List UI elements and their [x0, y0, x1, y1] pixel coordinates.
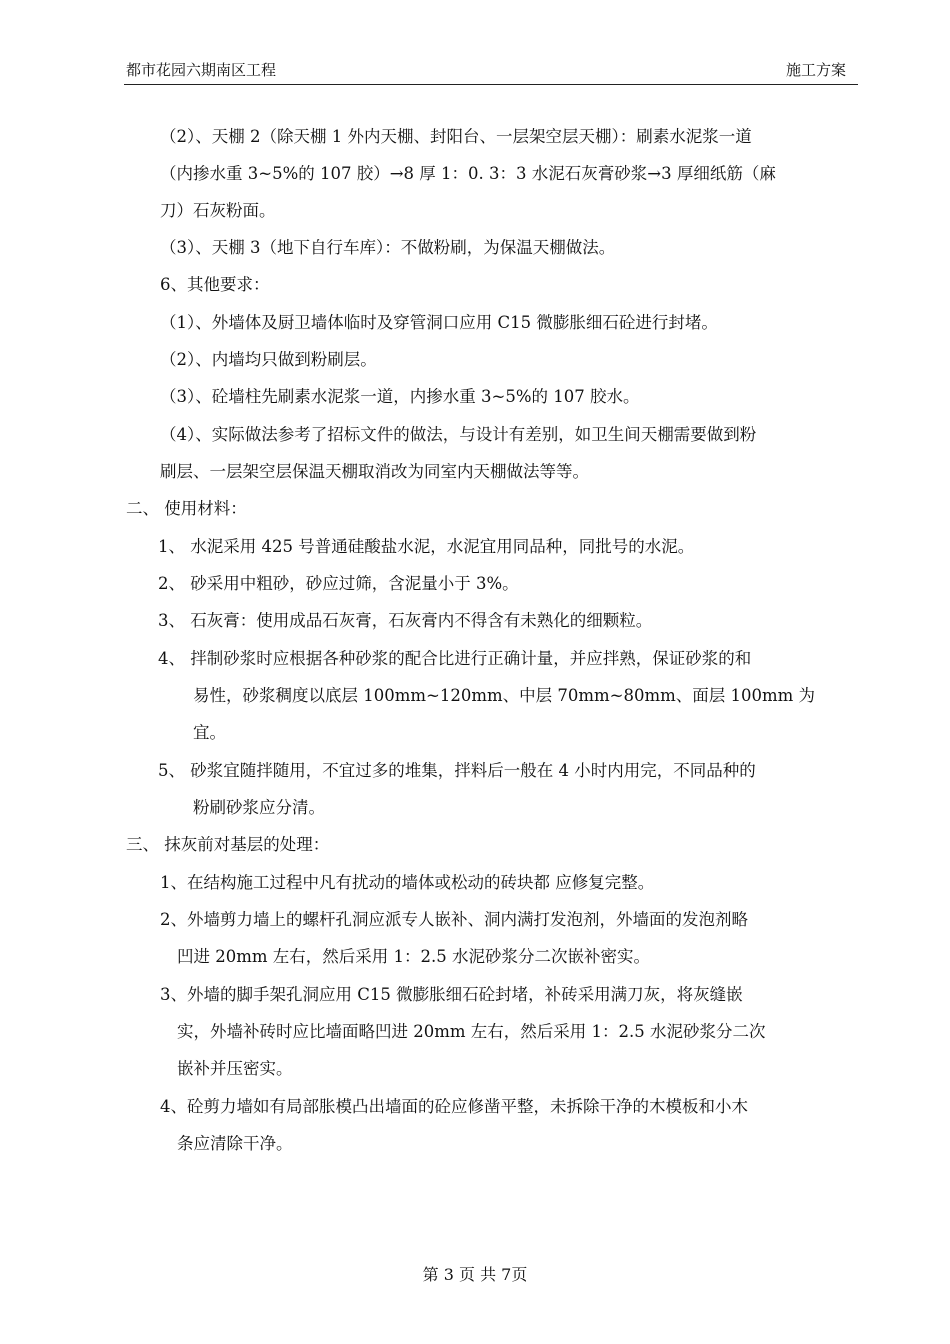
body-line: 2、外墙剪力墙上的螺杆孔洞应派专人嵌补、洞内满打发泡剂，外墙面的发泡剂略 [160, 910, 748, 929]
body-line: （2）、天棚 2（除天棚 1 外内天棚、封阳台、一层架空层天棚）：刷素水泥浆一道 [160, 127, 752, 146]
body-line: （3）、砼墙柱先刷素水泥浆一道，内掺水重 3~5%的 107 胶水。 [160, 387, 640, 406]
page-header [124, 58, 858, 85]
body-line: 易性，砂浆稠度以底层 100mm~120mm、中层 70mm~80mm、面层 100mm 为 [193, 686, 816, 705]
body-line: 5、 砂浆宜随拌随用，不宜过多的堆集，拌料后一般在 4 小时内用完，不同品种的 [158, 761, 756, 780]
body-line: 宜。 [193, 723, 226, 742]
body-line: 条应清除干净。 [177, 1134, 293, 1153]
body-line: 4、 拌制砂浆时应根据各种砂浆的配合比进行正确计量，并应拌熟，保证砂浆的和 [158, 649, 752, 668]
body-line: （2）、内墙均只做到粉刷层。 [160, 350, 377, 369]
header-project-name: 都市花园六期南区工程 [126, 61, 277, 79]
body-line: 1、在结构施工过程中凡有扰动的墙体或松动的砖块都 应修复完整。 [160, 873, 655, 892]
body-line: 实，外墙补砖时应比墙面略凹进 20mm 左右，然后采用 1：2.5 水泥砂浆分二次 [177, 1022, 766, 1041]
body-line: 凹进 20mm 左右，然后采用 1：2.5 水泥砂浆分二次嵌补密实。 [177, 947, 651, 966]
body-line: 3、 石灰膏：使用成品石灰膏，石灰膏内不得含有未熟化的细颗粒。 [158, 611, 653, 630]
page-footer [0, 1264, 950, 1286]
header-doc-type: 施工方案 [785, 61, 846, 79]
body-line: （内掺水重 3~5%的 107 胶）→8 厚 1：0. 3：3 水泥石灰膏砂浆→3 厚细纸筋（麻 [160, 164, 776, 183]
page-indicator: 第 3 页 共 7页 [422, 1265, 528, 1284]
body-line: 6、其他要求： [160, 275, 270, 294]
section-heading: 三、 抹灰前对基层的处理： [126, 835, 330, 854]
body-line: 4、砼剪力墙如有局部胀模凸出墙面的砼应修凿平整，未拆除干净的木模板和小木 [160, 1097, 748, 1116]
section-heading: 二、 使用材料： [126, 499, 247, 518]
body-line: 刀）石灰粉面。 [160, 201, 276, 220]
body-line: （1）、外墙体及厨卫墙体临时及穿管洞口应用 C15 微膨胀细石砼进行封堵。 [160, 313, 718, 332]
body-line: 3、外墙的脚手架孔洞应用 C15 微膨胀细石砼封堵，补砖采用满刀灰，将灰缝嵌 [160, 985, 743, 1004]
body-line: （4）、实际做法参考了招标文件的做法，与设计有差别，如卫生间天棚需要做到粉 [160, 425, 757, 444]
body-line: 2、 砂采用中粗砂，砂应过筛，含泥量小于 3%。 [158, 574, 519, 593]
body-line: （3）、天棚 3（地下自行车库）：不做粉刷，为保温天棚做法。 [160, 238, 616, 257]
body-line: 嵌补并压密实。 [177, 1059, 293, 1078]
body-line: 粉刷砂浆应分清。 [193, 798, 325, 817]
body-line: 刷层、一层架空层保温天棚取消改为同室内天棚做法等等。 [160, 462, 589, 481]
body-line: 1、 水泥采用 425 号普通硅酸盐水泥，水泥宜用同品种，同批号的水泥。 [158, 537, 695, 556]
